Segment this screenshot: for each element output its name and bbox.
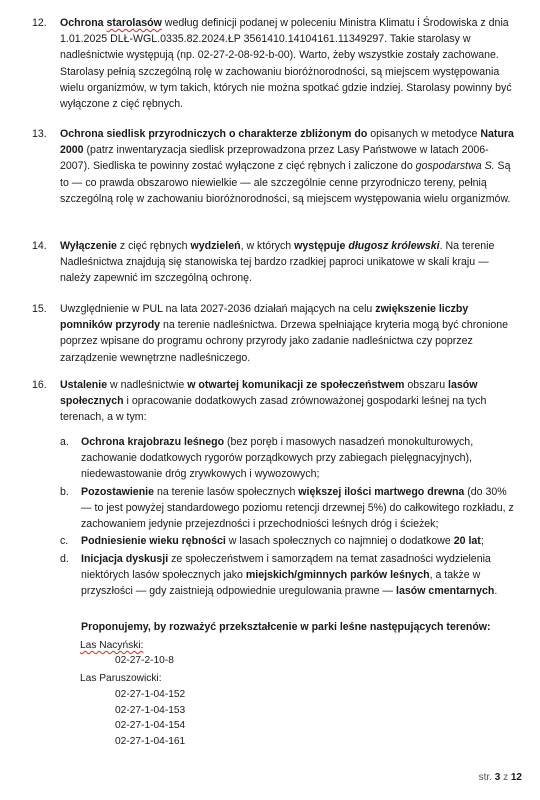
sub-item-text: Pozostawienie na terenie lasów społecznych większej ilości martwego drewna (do 30% — to jest powyżej standardowego poziomu retencji drzewnej 5%) do całkowitego rozkładu, z zachowaniem jedynie przejezdności i przechodniości leśnych dróg i ścieżek; [81, 486, 514, 531]
list-item-15 [32, 301, 516, 366]
sub-item-text: Inicjacja dyskusji ze społeczeństwem i samorządem na temat zasadności wydzielenia niektórych lasów społecznych jako miejskich/gminnych parków leśnych, a także w przyszłości — gdy zaistnieją odpowiednie uregulowania prawne — lasów cmentarnych. [81, 553, 498, 598]
compartment-code: 02-27-2-10-8 [115, 655, 174, 666]
sub-item-text: Podniesienie wieku rębności w lasach społecznych co najmniej o dodatkowe 20 lat; [81, 535, 484, 547]
page-number: str. 3 z 12 [478, 772, 522, 783]
sub-item-letter: b. [60, 486, 69, 498]
item-text: Uwzględnienie w PUL na lata 2027-2036 działań mających na celu zwiększenie liczby pomników przyrody na terenie nadleśnictwa. Drzewa spełniające kryteria mogą być chronione poprzez wpisane do programu ochrony przyrody jako zadanie nadleśnictwa czy poprzez zarządzenie wewnętrzne nadleśniczego. [60, 303, 509, 364]
list-item-13 [32, 126, 516, 207]
list-item-14 [32, 238, 516, 287]
sub-item-text: Ochrona krajobrazu leśnego (bez poręb i masowych nasadzeń monokulturowych, zachowanie dodatkowych rygorów porządkowych przy zabiegach pielęgnacyjnych), niedewastowanie dróg zrywkowych i wywozowych; [81, 436, 474, 481]
item-text: Wyłączenie z cięć rębnych wydzieleń, w których występuje długosz królewski. Na terenie Nadleśnictwa znajdują się stanowiska tej bardzo rzadkiej paproci unikatowe w skali kraju — należy zapewnić im szczególną ochronę. [60, 240, 495, 285]
sub-item-letter: d. [60, 553, 69, 565]
item-number: 12. [32, 17, 47, 29]
sub-item-a [60, 434, 516, 483]
sub-item-b [60, 484, 516, 533]
item-text: Ustalenie w nadleśnictwie w otwartej komunikacji ze społeczeństwem obszaru lasów społecznych i opracowanie dodatkowych zasad zrównoważonej gospodarki leśnej na tych terenach, a w tym: [60, 379, 487, 424]
sub-item-letter: c. [60, 535, 69, 547]
forest-name: Las Paruszowicki: [80, 673, 162, 684]
sub-item-letter: a. [60, 436, 69, 448]
compartment-code: 02-27-1-04-154 [115, 720, 186, 731]
item-number: 13. [32, 128, 47, 140]
compartment-code: 02-27-1-04-153 [115, 705, 186, 716]
proposal-heading: Proponujemy, by rozważyć przekształcenie w parki leśne następujących terenów: [81, 621, 491, 633]
forest-name: Las Nacyński: [80, 640, 144, 651]
item-text: Ochrona starolasów według definicji podanej w poleceniu Ministra Klimatu i Środowiska z dnia 1.01.2025 DLŁ-WGL.0335.82.2024.ŁP 3561410.14104161.11349297. Takie starolasy w nadleśnictwie występują (np. 02-27-2-08-92-b-00). Warto, żeby wszystkie zostały zachowane. Starolasy pełnią szczególną rolę w zachowaniu bioróżnorodności, są miejscem występowania wielu organizmów, w tym takich, których nie można spotkać gdzie indziej. Starolasy powinny być wyłączone z cięć rębnych. [60, 17, 512, 111]
item-number: 15. [32, 303, 47, 315]
compartment-code: 02-27-1-04-152 [115, 689, 186, 700]
list-item-16 [32, 377, 516, 426]
sub-item-d [60, 551, 516, 600]
item-number: 14. [32, 240, 47, 252]
item-number: 16. [32, 379, 47, 391]
list-item-12 [32, 15, 516, 112]
sub-item-c [60, 533, 516, 549]
compartment-code: 02-27-1-04-161 [115, 736, 186, 747]
item-text: Ochrona siedlisk przyrodniczych o charakterze zbliżonym do opisanych w metodyce Natura 2000 (patrz inwentaryzacja siedlisk przeprowadzona przez Lasy Państwowe w latach 2006-2007). Siedliska te powinny zostać wyłączone z cięć rębnych i zaliczone do gospodarstwa S. Są to — co prawda obszarowo niewielkie — ale szczególnie cenne przyrodniczo tereny, pełnią szczególną rolę w zachowaniu bioróżnorodności, są miejscem występowania wielu organizmów. [60, 128, 514, 205]
